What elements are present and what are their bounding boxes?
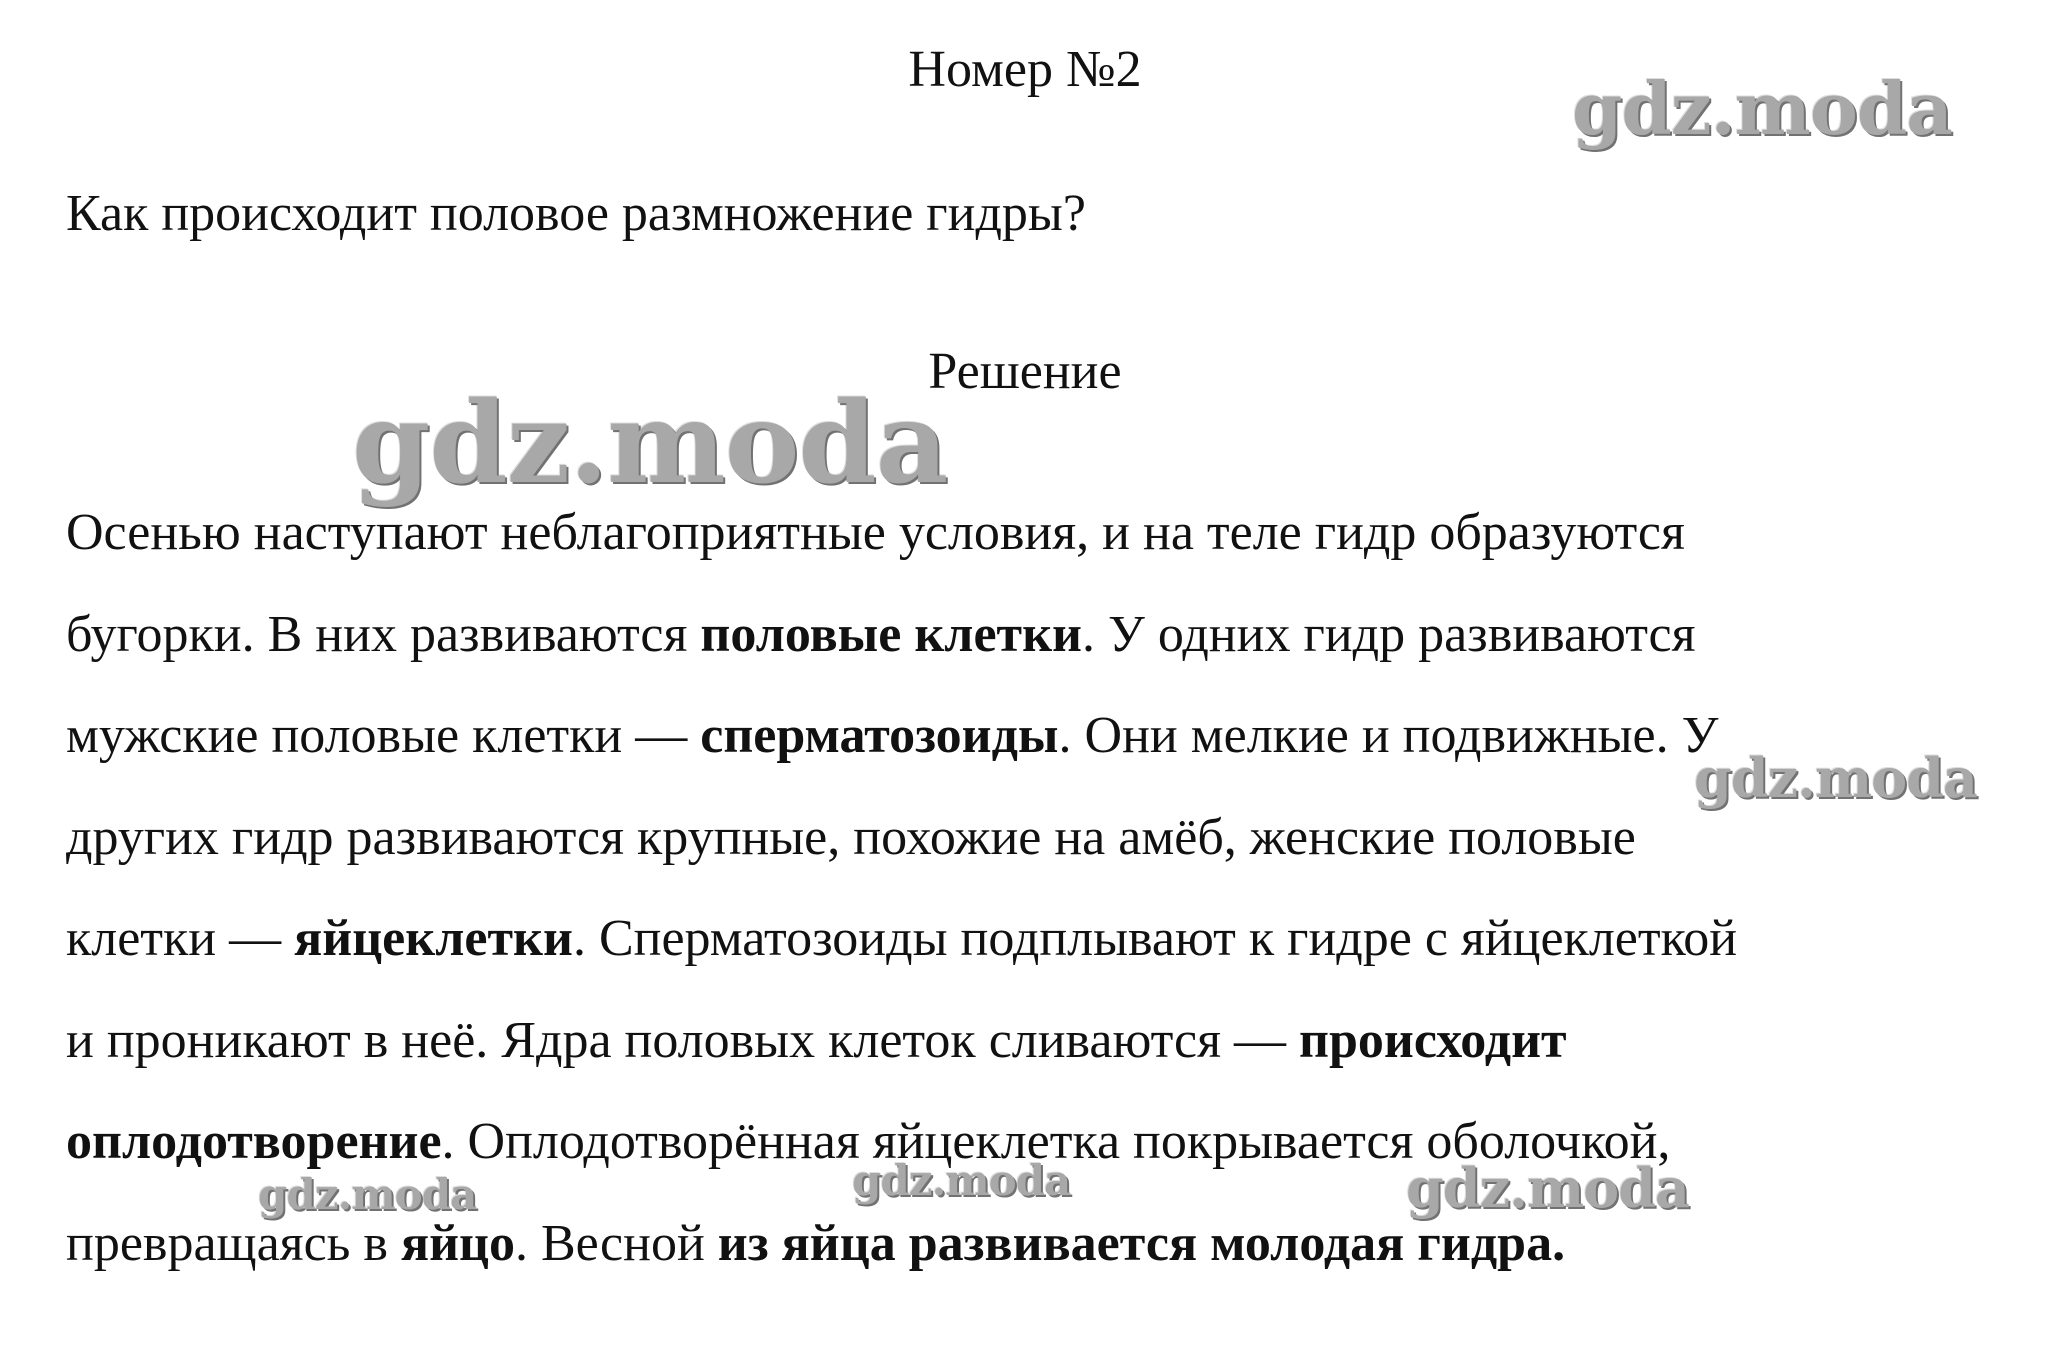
watermark-logo: gdz.moda — [1694, 746, 1977, 810]
answer-line — [66, 482, 2026, 584]
answer-line — [66, 787, 2026, 889]
key-term: происходит — [1299, 1011, 1567, 1069]
key-term: яйцо — [400, 1214, 515, 1272]
key-term: оплодотворение — [66, 1113, 442, 1170]
key-term: сперматозоиды — [700, 707, 1059, 764]
answer-text: других гидр развиваются крупные, похожие на амёб, женские половые — [66, 808, 1636, 866]
solution-heading: Решение — [928, 343, 1122, 400]
answer-text: и проникают в неё. Ядра половых клеток сливаются — — [66, 1011, 1300, 1069]
answer-paragraph — [66, 482, 2026, 1294]
watermark-logo: gdz.moda — [352, 378, 948, 509]
answer-line — [66, 685, 2026, 787]
answer-text: превращаясь в — [66, 1214, 401, 1272]
page-title: Номер №2 — [908, 41, 1142, 98]
answer-text: . Сперматозоиды подплывают к гидре с яйцеклеткой — [572, 910, 1738, 967]
answer-text: бугорки. В них развиваются — [66, 605, 701, 663]
answer-text: Осенью наступают неблагоприятные условия, и на теле гидр образуются — [66, 504, 1685, 561]
answer-line — [66, 1193, 2026, 1295]
answer-text: . Оплодотворённая яйцеклетка покрывается оболочкой, — [441, 1113, 1671, 1170]
answer-text: мужские половые клетки — — [66, 707, 701, 764]
answer-text: . Весной — [515, 1214, 718, 1272]
answer-line — [66, 990, 2026, 1092]
watermark-logo: gdz.moda — [1572, 66, 1952, 151]
answer-text: . У одних гидр развиваются — [1082, 605, 1696, 663]
answer-text: . Они мелкие и подвижные. У — [1058, 707, 1719, 764]
watermark-logo: gdz.moda — [852, 1156, 1071, 1205]
key-term: из яйца развивается молодая гидра. — [717, 1214, 1566, 1272]
question-text: Как происходит половое размножение гидры? — [66, 185, 1086, 242]
answer-line — [66, 584, 2026, 686]
watermark-logo: gdz.moda — [258, 1170, 477, 1219]
key-term: половые клетки — [700, 605, 1083, 663]
answer-line — [66, 1091, 2026, 1193]
answer-text: клетки — — [66, 910, 295, 967]
watermark-logo: gdz.moda — [1406, 1156, 1689, 1220]
answer-line — [66, 888, 2026, 990]
key-term: яйцеклетки — [294, 910, 573, 967]
